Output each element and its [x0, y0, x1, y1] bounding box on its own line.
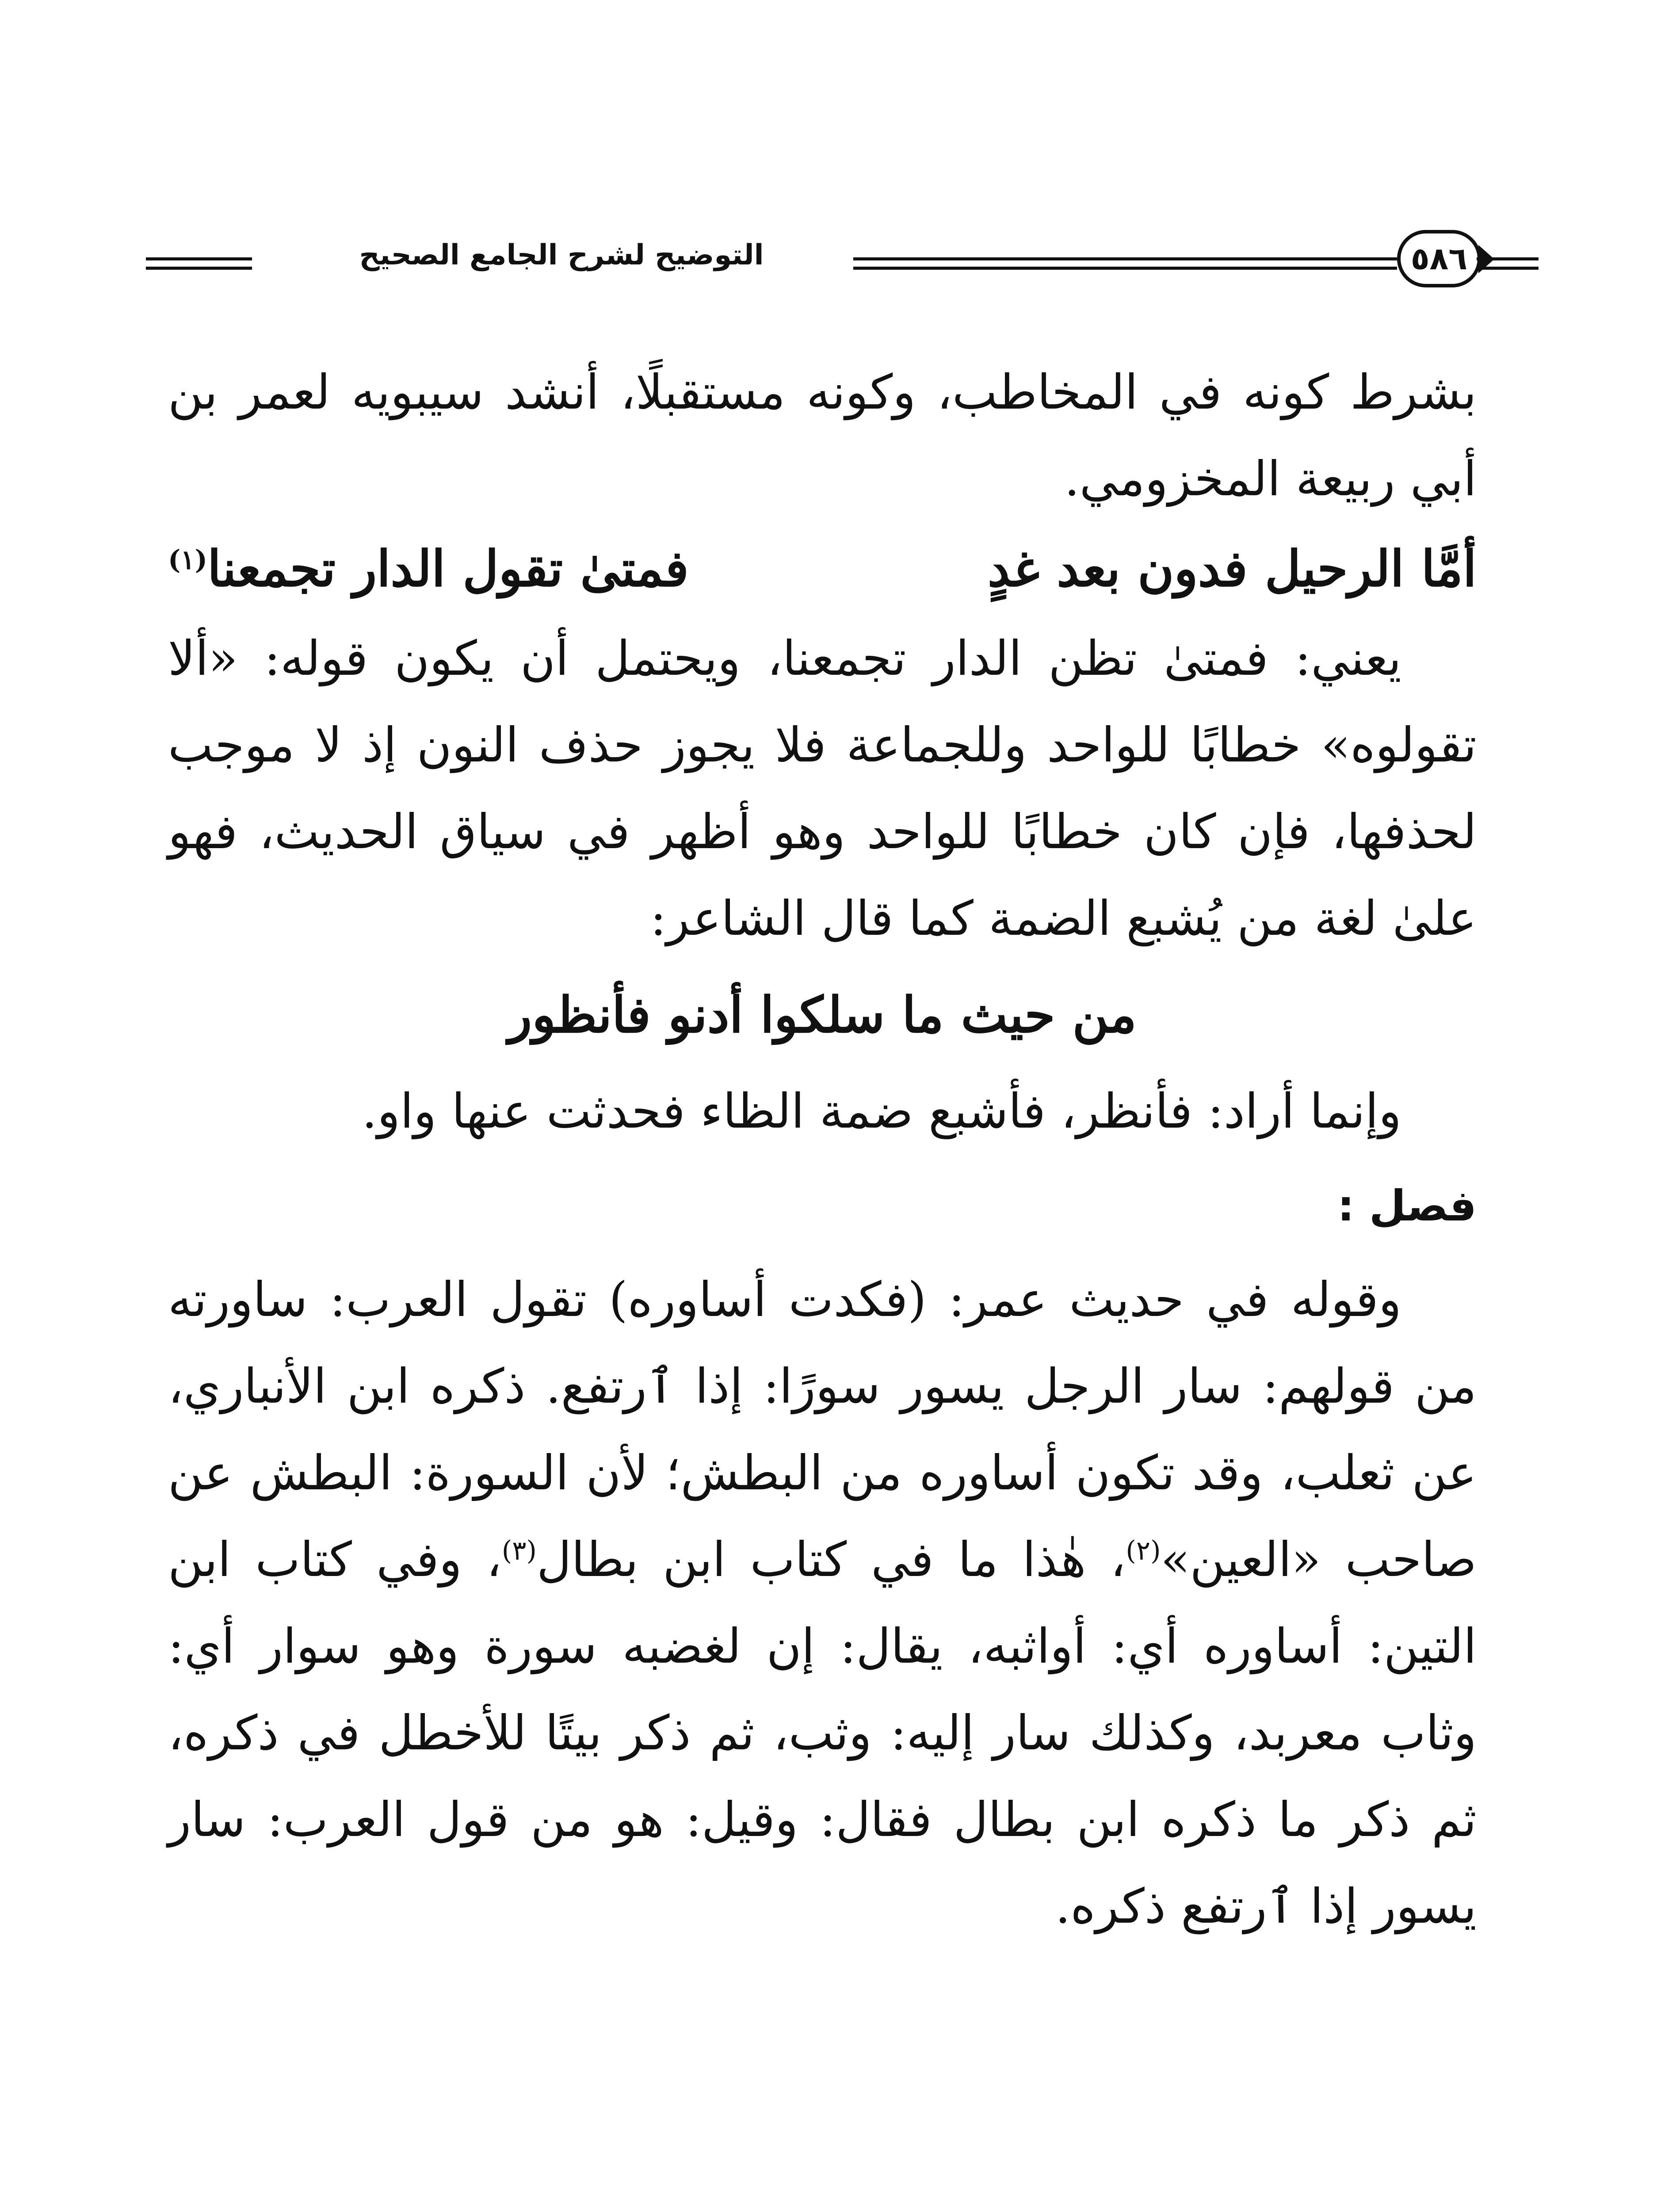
- verse-1-second-hemistich: فمتىٰ تقول الدار تجمعنا: [207, 540, 689, 598]
- verse-1-second-hemistich-wrap: [168, 523, 689, 616]
- header-rule-left: [146, 257, 252, 270]
- paragraph-4: [168, 1257, 1477, 1950]
- verse-2: من حيث ما سلكوا أدنو فأنظور: [508, 986, 1137, 1044]
- running-title: التوضيح لشرح الجامع الصحيح: [359, 239, 764, 272]
- verse-1-first-hemistich: أمَّا الرحيل فدون بعد غدٍ: [987, 540, 1477, 598]
- page-header: [146, 230, 1494, 318]
- paragraph-4-part-c: ، وفي كتاب ابن التين: أساوره أي: أواثبه، يقال: إن لغضبه سورة وهو سوار أي: وثاب معربد، وكذلك سار إليه: وثب، ثم ذكر بيتًا للأخطل في ذكره، ثم ذكر ما ذكره ابن بطال فقال: وقيل: هو من قول العرب: سار يسور إذا ٱرتفع ذكره.: [168, 1532, 1477, 1934]
- paragraph-3: وإنما أراد: فأنظر، فأشبع ضمة الظاء فحدثت عنها واو.: [362, 1084, 1401, 1139]
- header-rule-right: [1477, 257, 1539, 270]
- footnote-ref-1: (١): [168, 544, 208, 576]
- verse-1: [168, 523, 1477, 616]
- section-title: فصل :: [1337, 1181, 1477, 1231]
- header-rule-middle: [853, 257, 1397, 270]
- footnote-ref-2: (٢): [1126, 1535, 1161, 1566]
- paragraph-4-part-a: وقوله في حديث عمر: (فكدت أساوره) تقول العرب: ساورته من قولهم: سار الرجل يسور سورًا: إذا ٱرتفع. ذكره ابن الأنباري، عن ثعلب، وقد تكون أساوره من البطش؛ لأن السورة: البطش عن صاحب «العين»: [168, 1272, 1477, 1587]
- paragraph-1: بشرط كونه في المخاطب، وكونه مستقبلًا، أنشد سيبويه لعمر بن أبي ربيعة المخزومي.: [168, 365, 1477, 507]
- footnote-ref-3: (٣): [501, 1535, 537, 1566]
- paragraph-4-part-b: ، هٰذا ما في كتاب ابن بطال: [536, 1532, 1126, 1587]
- main-text: [168, 349, 1477, 1950]
- paragraph-2: يعني: فمتىٰ تظن الدار تجمعنا، ويحتمل أن يكون قوله: «ألا تقولوه» خطابًا للواحد وللجماعة فلا يجوز حذف النون إذ لا موجب لحذفها، فإن كان خطابًا للواحد وهو أظهر في سياق الحديث، فهو علىٰ لغة من يُشبع الضمة كما قال الشاعر:: [168, 631, 1477, 946]
- page-number: ٥٨٦: [1397, 230, 1481, 287]
